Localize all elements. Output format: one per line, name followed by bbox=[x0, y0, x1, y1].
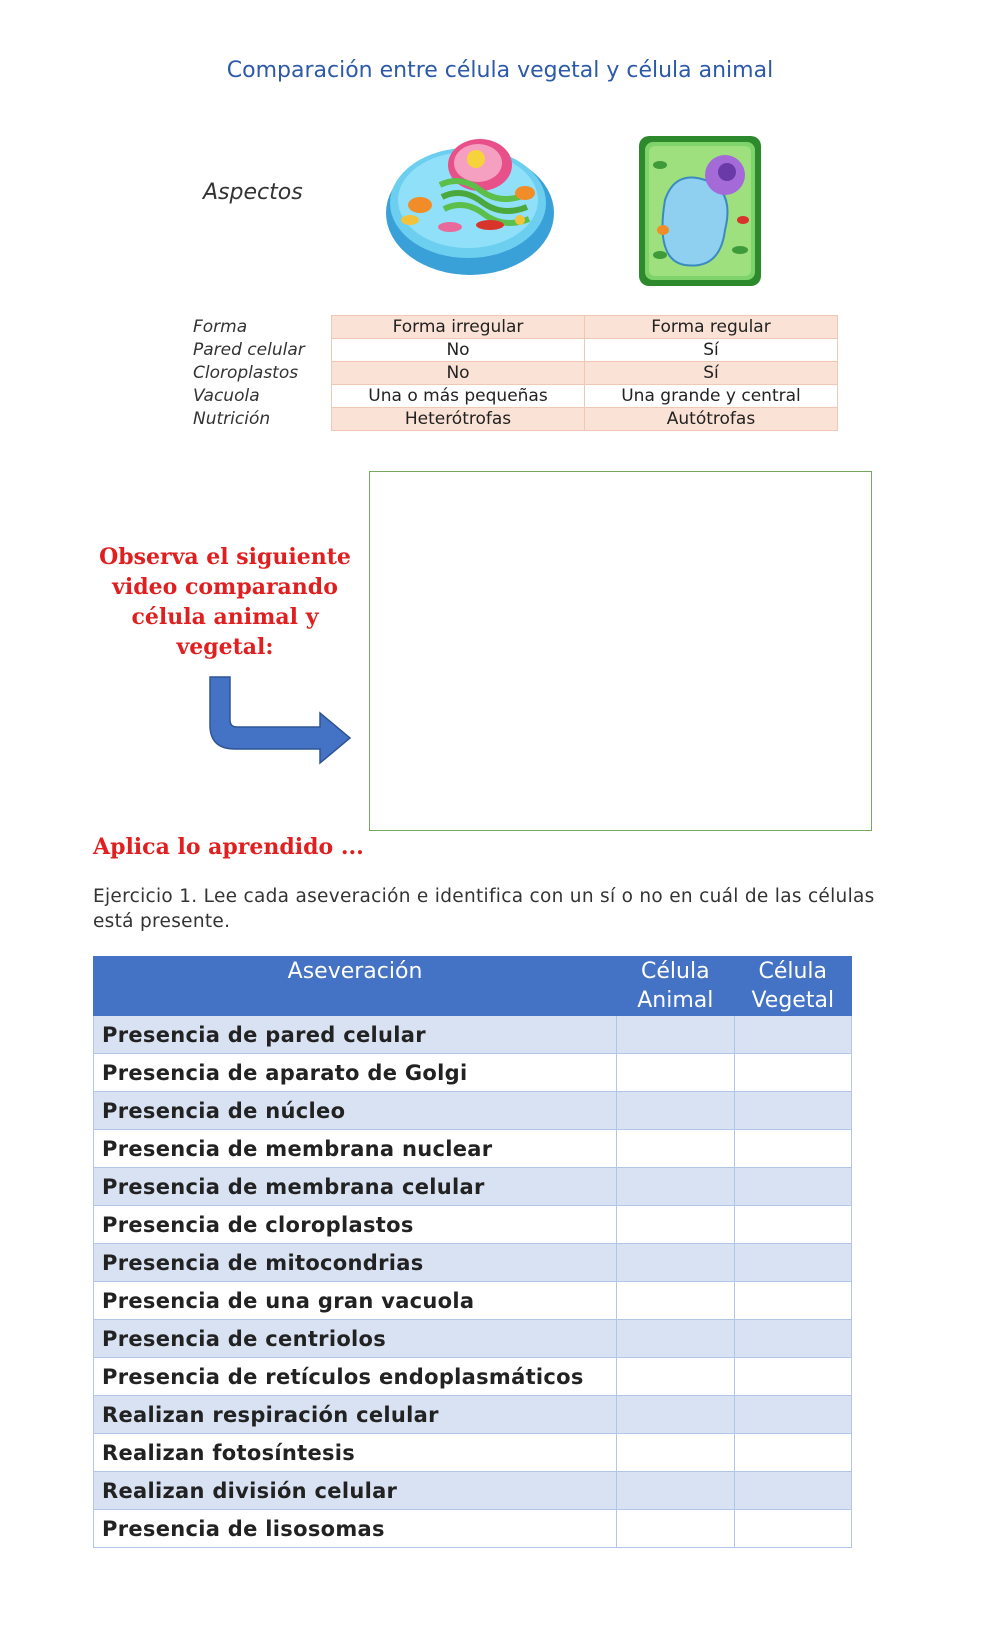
table-row bbox=[94, 1244, 852, 1282]
comparison-vegetal-value: Una grande y central bbox=[585, 385, 838, 408]
comparison-animal-value: Heterótrofas bbox=[332, 408, 585, 431]
vegetal-answer-cell[interactable] bbox=[734, 1016, 851, 1054]
comparison-vegetal-value: Sí bbox=[585, 362, 838, 385]
comparison-aspect: Pared celular bbox=[193, 340, 305, 360]
header-celula-vegetal: Célula Vegetal bbox=[734, 957, 851, 1016]
animal-answer-cell[interactable] bbox=[617, 1472, 734, 1510]
animal-cell-image bbox=[380, 125, 560, 285]
table-row bbox=[94, 1092, 852, 1130]
comparison-aspect: Vacuola bbox=[193, 386, 260, 406]
animal-answer-cell[interactable] bbox=[617, 1282, 734, 1320]
aseveracion-cell: Presencia de retículos endoplasmáticos bbox=[94, 1358, 617, 1396]
aseveracion-cell: Presencia de núcleo bbox=[94, 1092, 617, 1130]
animal-answer-cell[interactable] bbox=[617, 1168, 734, 1206]
comparison-vegetal-value: Sí bbox=[585, 339, 838, 362]
table-row bbox=[94, 1510, 852, 1548]
animal-answer-cell[interactable] bbox=[617, 1434, 734, 1472]
comparison-aspect: Forma bbox=[193, 317, 248, 337]
animal-answer-cell[interactable] bbox=[617, 1206, 734, 1244]
aseveracion-cell: Realizan fotosíntesis bbox=[94, 1434, 617, 1472]
comparison-row bbox=[185, 385, 838, 408]
comparison-animal-value: No bbox=[332, 362, 585, 385]
aseveracion-cell: Realizan respiración celular bbox=[94, 1396, 617, 1434]
table-row bbox=[94, 1054, 852, 1092]
animal-answer-cell[interactable] bbox=[617, 1054, 734, 1092]
comparison-row bbox=[185, 339, 838, 362]
table-row bbox=[94, 1168, 852, 1206]
video-placeholder[interactable] bbox=[369, 471, 872, 831]
aseveracion-cell: Presencia de membrana nuclear bbox=[94, 1130, 617, 1168]
vegetal-answer-cell[interactable] bbox=[734, 1244, 851, 1282]
aseveracion-cell: Presencia de una gran vacuola bbox=[94, 1282, 617, 1320]
comparison-animal-value: No bbox=[332, 339, 585, 362]
vegetal-answer-cell[interactable] bbox=[734, 1168, 851, 1206]
aseveracion-cell: Presencia de centriolos bbox=[94, 1320, 617, 1358]
table-row bbox=[94, 1358, 852, 1396]
animal-answer-cell[interactable] bbox=[617, 1510, 734, 1548]
table-row bbox=[94, 1320, 852, 1358]
animal-answer-cell[interactable] bbox=[617, 1092, 734, 1130]
comparison-vegetal-value: Autótrofas bbox=[585, 408, 838, 431]
aplica-heading: Aplica lo aprendido ... bbox=[93, 834, 364, 860]
animal-answer-cell[interactable] bbox=[617, 1358, 734, 1396]
comparison-aspect: Nutrición bbox=[193, 409, 271, 429]
header-celula-animal: Célula Animal bbox=[617, 957, 734, 1016]
table-row bbox=[94, 1016, 852, 1054]
vegetal-answer-cell[interactable] bbox=[734, 1434, 851, 1472]
aseveracion-cell: Presencia de pared celular bbox=[94, 1016, 617, 1054]
comparison-aspect: Cloroplastos bbox=[193, 363, 299, 383]
exercise-instructions: Ejercicio 1. Lee cada aseveración e identifica con un sí o no en cuál de las células está presente. bbox=[93, 886, 875, 932]
animal-answer-cell[interactable] bbox=[617, 1130, 734, 1168]
header-aseveracion: Aseveración bbox=[94, 957, 617, 1016]
aseveracion-cell: Presencia de membrana celular bbox=[94, 1168, 617, 1206]
vegetal-answer-cell[interactable] bbox=[734, 1092, 851, 1130]
table-row bbox=[94, 1282, 852, 1320]
vegetal-answer-cell[interactable] bbox=[734, 1472, 851, 1510]
aseveracion-cell: Realizan división celular bbox=[94, 1472, 617, 1510]
vegetal-answer-cell[interactable] bbox=[734, 1282, 851, 1320]
vegetal-answer-cell[interactable] bbox=[734, 1510, 851, 1548]
animal-answer-cell[interactable] bbox=[617, 1244, 734, 1282]
vegetal-answer-cell[interactable] bbox=[734, 1206, 851, 1244]
vegetal-answer-cell[interactable] bbox=[734, 1396, 851, 1434]
table-row bbox=[94, 1130, 852, 1168]
aspectos-label: Aspectos bbox=[203, 180, 303, 205]
comparison-animal-value: Una o más pequeñas bbox=[332, 385, 585, 408]
animal-answer-cell[interactable] bbox=[617, 1320, 734, 1358]
vegetal-answer-cell[interactable] bbox=[734, 1130, 851, 1168]
aseveracion-cell: Presencia de lisosomas bbox=[94, 1510, 617, 1548]
animal-answer-cell[interactable] bbox=[617, 1016, 734, 1054]
table-row bbox=[94, 1206, 852, 1244]
aseveracion-cell: Presencia de aparato de Golgi bbox=[94, 1054, 617, 1092]
animal-answer-cell[interactable] bbox=[617, 1396, 734, 1434]
comparison-vegetal-value: Forma regular bbox=[585, 316, 838, 339]
vegetal-answer-cell[interactable] bbox=[734, 1320, 851, 1358]
exercise-table bbox=[93, 956, 852, 1548]
vegetal-answer-cell[interactable] bbox=[734, 1054, 851, 1092]
table-row bbox=[94, 1396, 852, 1434]
vegetal-answer-cell[interactable] bbox=[734, 1358, 851, 1396]
table-row bbox=[94, 1472, 852, 1510]
observa-instruction: Observa el siguiente video comparando célula animal y vegetal: bbox=[99, 544, 351, 660]
arrow-right-icon bbox=[205, 675, 355, 765]
page-title: Comparación entre célula vegetal y célula animal bbox=[226, 58, 774, 83]
table-row bbox=[94, 1434, 852, 1472]
comparison-table bbox=[185, 315, 838, 431]
comparison-row bbox=[185, 408, 838, 431]
aseveracion-cell: Presencia de cloroplastos bbox=[94, 1206, 617, 1244]
comparison-row bbox=[185, 362, 838, 385]
comparison-row bbox=[185, 316, 838, 339]
plant-cell-image bbox=[635, 130, 765, 290]
aseveracion-cell: Presencia de mitocondrias bbox=[94, 1244, 617, 1282]
comparison-animal-value: Forma irregular bbox=[332, 316, 585, 339]
